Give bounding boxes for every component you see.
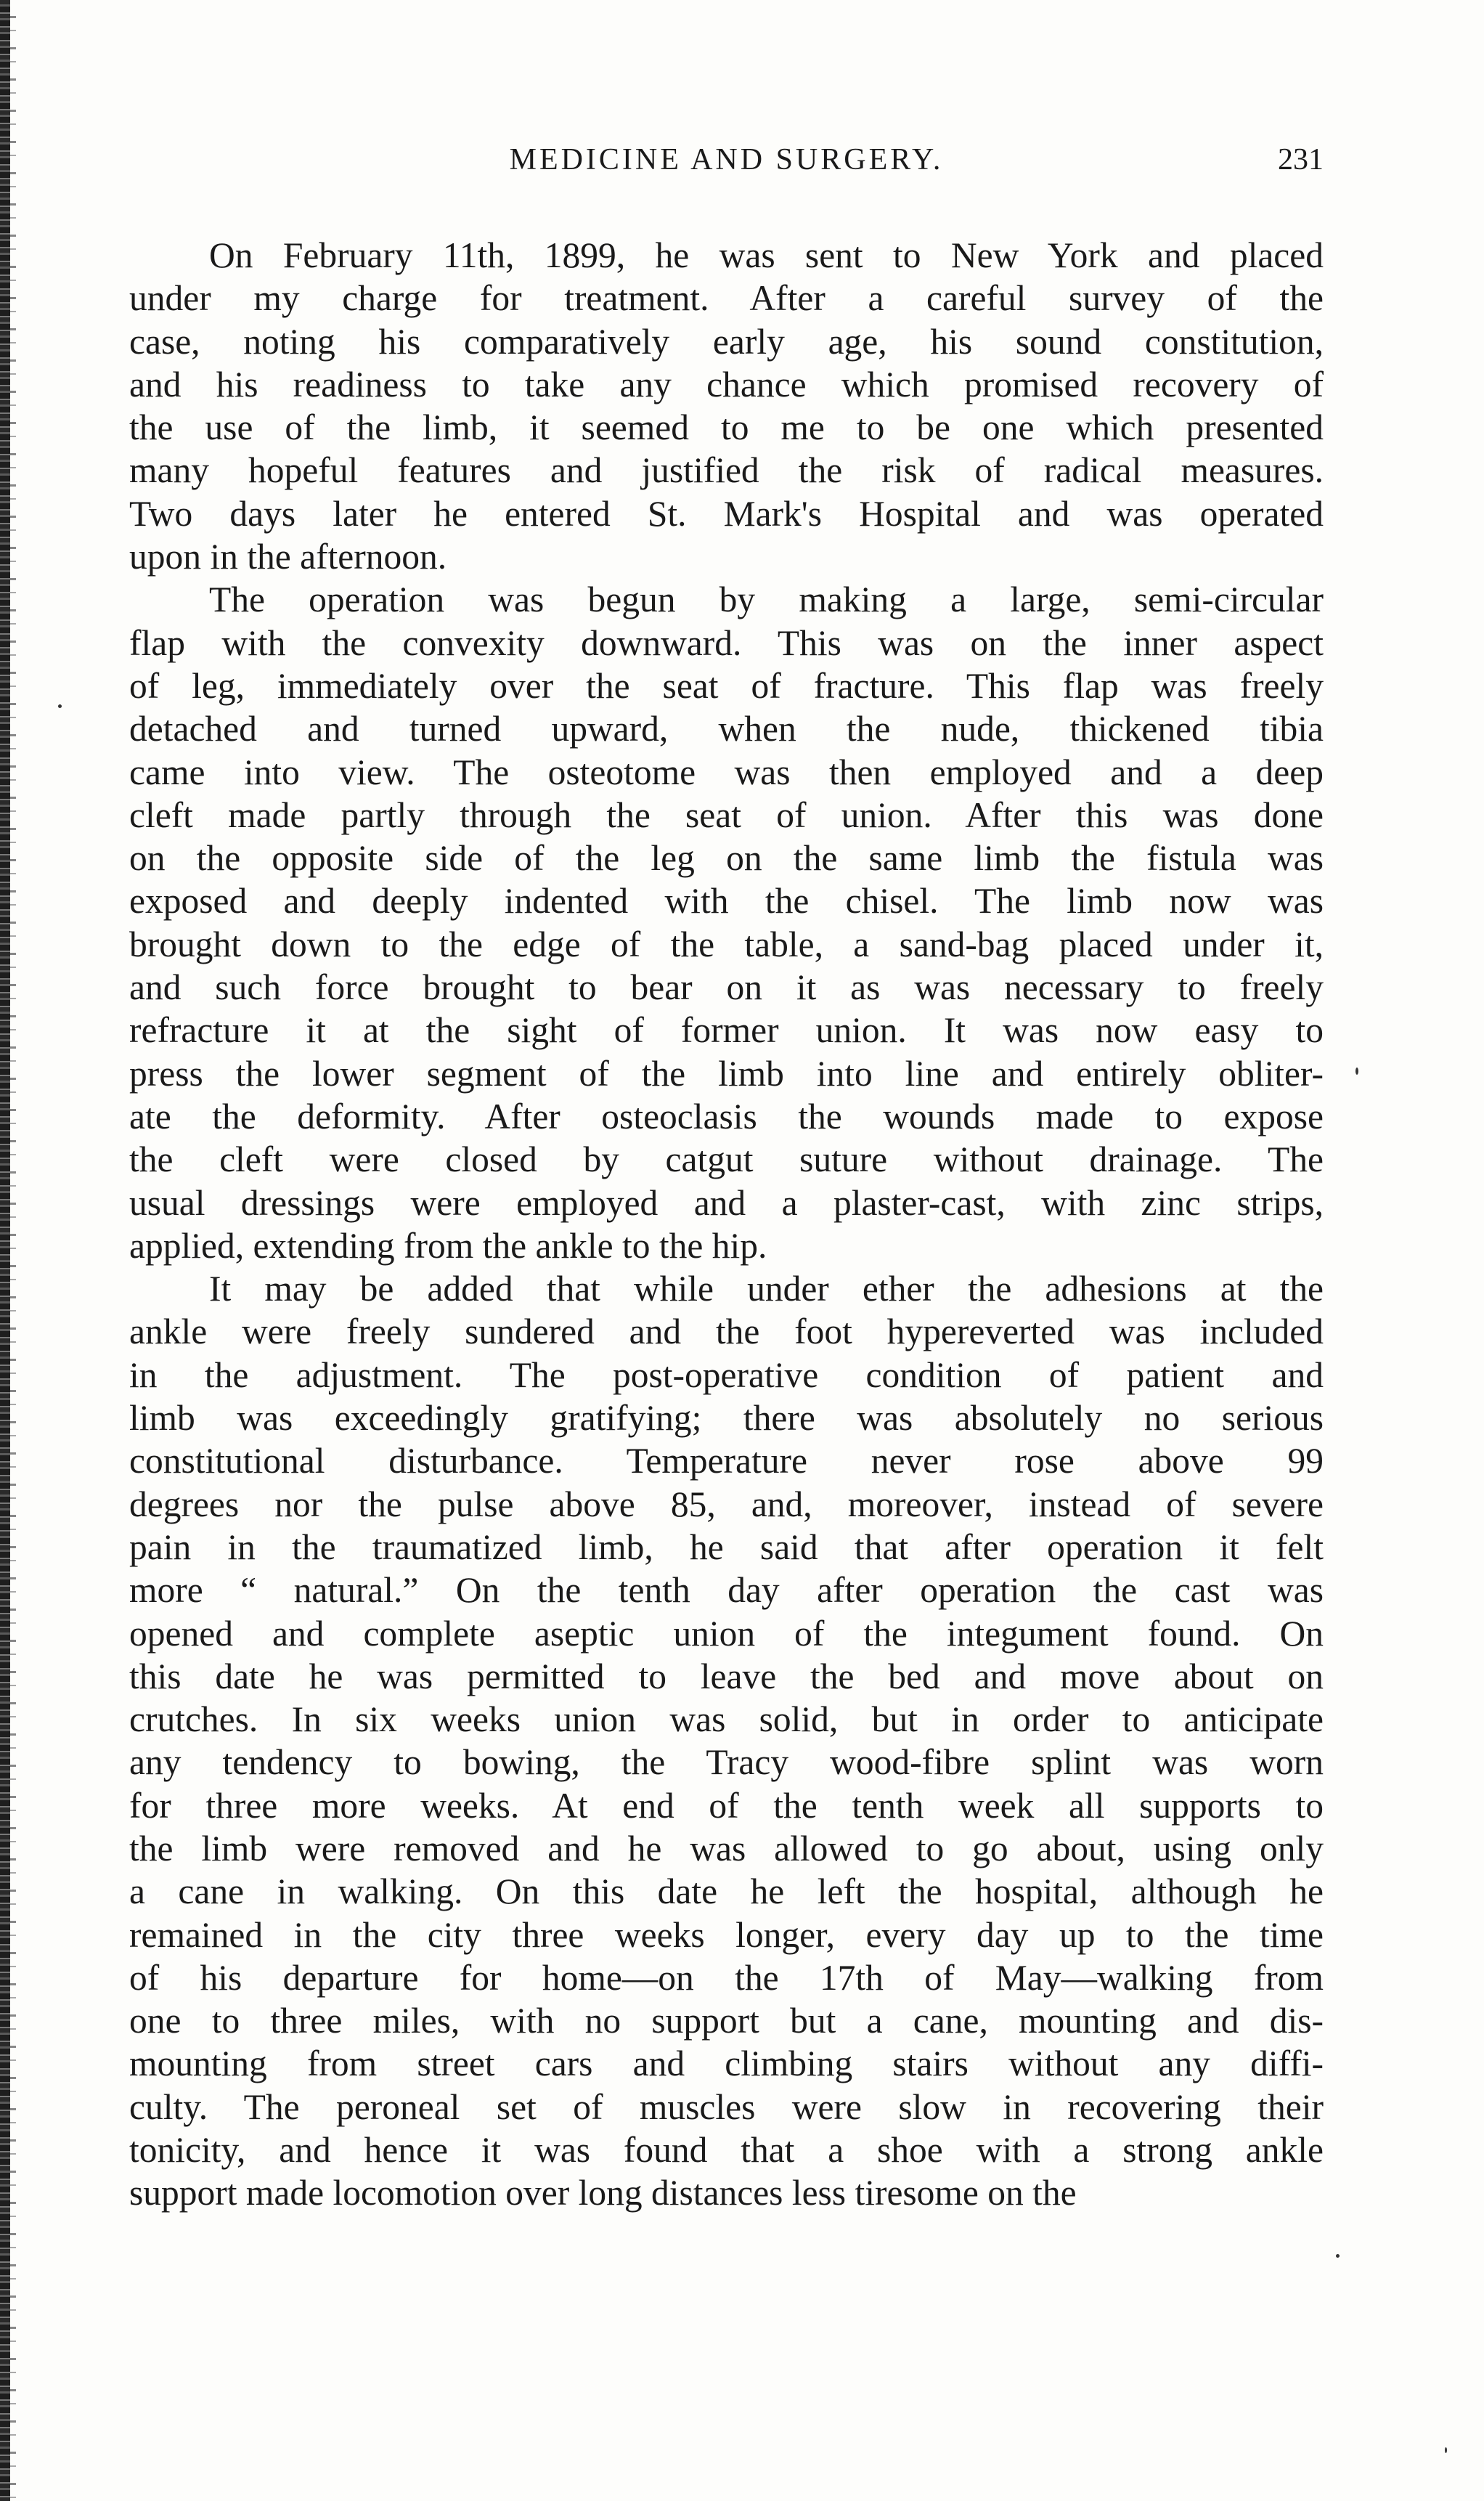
text-line: degrees nor the pulse above 85, and, moreover, instead of severe — [129, 1484, 1324, 1524]
text-line: press the lower segment of the limb into line and entirely obliter- — [129, 1053, 1324, 1094]
text-line: for three more weeks. At end of the tenth week all supports to — [129, 1785, 1324, 1826]
text-line: upon in the afternoon. — [129, 537, 447, 577]
text-line: On February 11th, 1899, he was sent to New York and placed — [209, 235, 1324, 275]
running-head: MEDICINE AND SURGERY. — [509, 143, 944, 176]
text-line: tonicity, and hence it was found that a shoe with a strong ankle — [129, 2130, 1324, 2171]
text-line: the limb were removed and he was allowed to go about, using only — [129, 1828, 1324, 1868]
text-line: pain in the traumatized limb, he said that after operation it felt — [129, 1526, 1324, 1567]
text-line: came into view. The osteotome was then employed and a deep — [129, 752, 1324, 792]
text-line: constitutional disturbance. Temperature never rose above 99 — [129, 1441, 1324, 1481]
text-line: mounting from street cars and climbing stairs without any diffi- — [129, 2044, 1324, 2084]
text-line: many hopeful features and justified the risk of radical measures. — [129, 450, 1324, 491]
page-number: 231 — [1278, 143, 1324, 176]
paragraph — [129, 234, 1324, 578]
text-line: The operation was begun by making a large, semi-circular — [209, 580, 1324, 620]
text-line: support made locomotion over long distances less tiresome on the — [129, 2173, 1077, 2213]
text-line: It may be added that while under ether the adhesions at the — [209, 1269, 1324, 1309]
text-line: limb was exceedingly gratifying; there was absolutely no serious — [129, 1398, 1324, 1439]
text-line: usual dressings were employed and a plaster-cast, with zinc strips, — [129, 1182, 1324, 1223]
text-line: detached and turned upward, when the nude, thickened tibia — [129, 709, 1324, 749]
text-line: crutches. In six weeks union was solid, but in order to anticipate — [129, 1699, 1324, 1740]
text-line: more “ natural.” On the tenth day after operation the cast was — [129, 1570, 1324, 1611]
text-line: case, noting his comparatively early age, his sound constitution, — [129, 321, 1324, 362]
text-line: one to three miles, with no support but a cane, mounting and dis- — [129, 2001, 1324, 2041]
text-line: the use of the limb, it seemed to me to be one which presented — [129, 407, 1324, 448]
text-line: this date he was permitted to leave the bed and move about on — [129, 1656, 1324, 1696]
text-line: culty. The peroneal set of muscles were slow in recovering their — [129, 2086, 1324, 2127]
text-line: any tendency to bowing, the Tracy wood-fibre splint was worn — [129, 1742, 1324, 1783]
page-header — [129, 142, 1324, 193]
text-line: and such force brought to bear on it as was necessary to freely — [129, 967, 1324, 1008]
text-line: on the opposite side of the leg on the same limb the fistula was — [129, 838, 1324, 879]
text-line: and his readiness to take any chance which promised recovery of — [129, 364, 1324, 404]
binding-edge-shadow — [10, 0, 16, 2501]
paragraph — [129, 1267, 1324, 2215]
paragraph — [129, 578, 1324, 1267]
text-line: the cleft were closed by catgut suture without drainage. The — [129, 1139, 1324, 1180]
text-line: Two days later he entered St. Mark's Hospital and was operated — [129, 493, 1324, 534]
text-line: in the adjustment. The post-operative condition of patient and — [129, 1354, 1324, 1395]
text-line: ankle were freely sundered and the foot hypereverted was included — [129, 1312, 1324, 1352]
text-line: of his departure for home—on the 17th of May—walking from — [129, 1957, 1324, 1998]
binding-edge — [0, 0, 10, 2501]
text-line: refracture it at the sight of former union. It was now easy to — [129, 1010, 1324, 1051]
text-line: cleft made partly through the seat of union. After this was done — [129, 794, 1324, 835]
text-line: exposed and deeply indented with the chisel. The limb now was — [129, 881, 1324, 922]
text-line: brought down to the edge of the table, a sand-bag placed under it, — [129, 924, 1324, 964]
text-line: applied, extending from the ankle to the hip. — [129, 1225, 767, 1266]
body-text — [129, 234, 1324, 2215]
text-line: opened and complete aseptic union of the integument found. On — [129, 1613, 1324, 1654]
text-line: ate the deformity. After osteoclasis the wounds made to expose — [129, 1096, 1324, 1136]
text-line: of leg, immediately over the seat of fracture. This flap was freely — [129, 665, 1324, 706]
text-line: under my charge for treatment. After a careful survey of the — [129, 278, 1324, 319]
text-line: remained in the city three weeks longer, every day up to the time — [129, 1914, 1324, 1955]
text-line: flap with the convexity downward. This was on the inner aspect — [129, 622, 1324, 663]
text-line: a cane in walking. On this date he left the hospital, although he — [129, 1871, 1324, 1912]
